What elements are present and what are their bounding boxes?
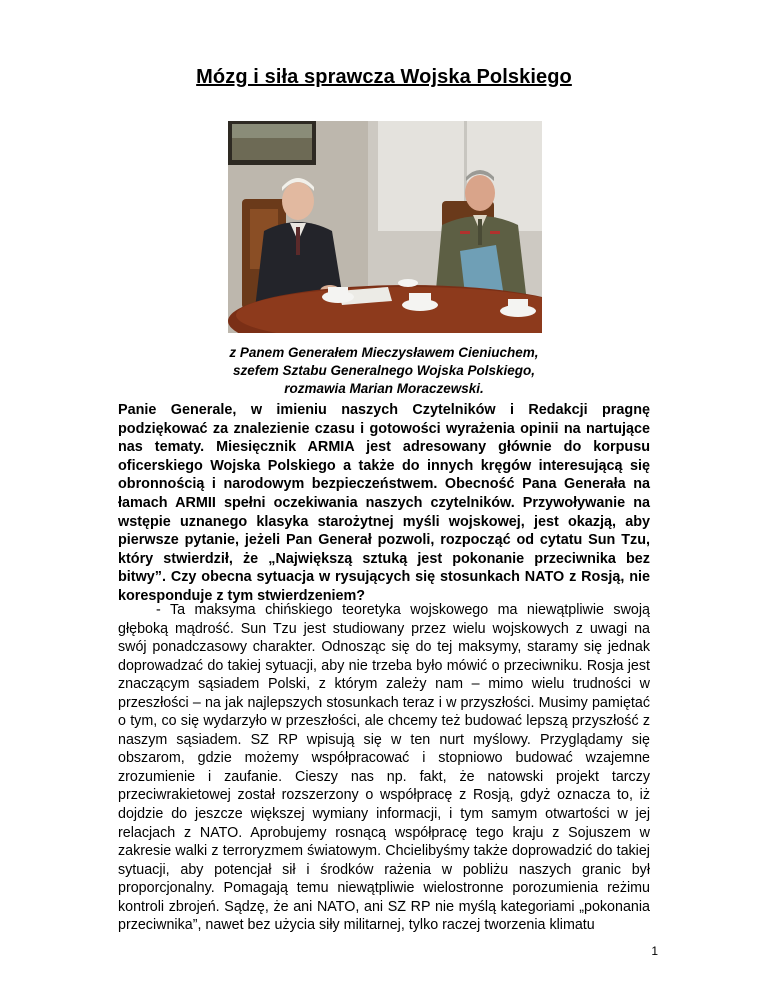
- interview-photo-illustration: [228, 121, 542, 333]
- answer-text: - Ta maksyma chińskiego teoretyka wojskowego ma niewątpliwie swoją głęboką mądrość. Sun Tzu jest studiowany przez wielu wojskowych z uwagi na swój ponadczasowy charakter. Odnosząc się do tej maksymy, staramy się jednak doprowadzać do takiej sytuacji, aby nie trzeba było mówić o przeciwniku. Rosja jest znaczącym sąsiadem Polski, z którym zależy nam – mimo wielu trudności w przeszłości – na jak najlepszych stosunkach teraz i w przyszłości. Musimy pamiętać o tym, co się wydarzyło w przeszłości, ale chcemy też budować lepszą przyszłość z naszym sąsiadem. SZ RP wpisują się w ten nurt myślowy. Przyglądamy się obszarom, gdzie możemy współpracować i stopniowo budować wzajemne zrozumienie i zaufanie. Cieszy nas np. fakt, że natowski projekt tarczy przeciwrakietowej został rozszerzony o współpracę z Rosją, gdyż oznacza to, iż dojdzie do jeszcze większej wymiany informacji, i tym samym otwartości w jej relacjach z NATO. Aprobujemy rosnącą współpracę tego kraju z Sojuszem w zakresie walki z terroryzmem światowym. Chcielibyśmy także doprowadzić do takiej sytuacji, aby potencjał sił i środków rażenia w pobliżu naszych granic był proporcjonalny. Pomagają temu niewątpliwie wielostronne porozumienia reżimu kontroli zbrojeń. Sądzę, że ani NATO, ani SZ RP nie myślą kategoriami „pokonania przeciwnika”, nawet bez użycia siły militarnej, tylko raczej tworzenia klimatu: [118, 602, 650, 934]
- caption-line-1: z Panem Generałem Mieczysławem Cieniuchem,: [229, 345, 539, 360]
- document-title: Mózg i siła sprawcza Wojska Polskiego: [196, 66, 572, 88]
- page-number: 1: [651, 944, 658, 958]
- interview-answer: [118, 601, 650, 935]
- interview-photo: [228, 121, 542, 333]
- interview-question: Panie Generale, w imieniu naszych Czytelników i Redakcji pragnę podziękować za znalezienie czasu i gotowości wyrażenia opinii na nartujące nas tematy. Miesięcznik ARMIA jest adresowany głównie do korpusu oficerskiego Wojska Polskiego a także do innych kręgów interesującą się obronnością i narodowym bezpieczeństwem. Obecność Pana Generała na łamach ARMII spełni oczekiwania naszych czytelników. Przywoływanie na wstępie uznanego klasyka starożytnej myśli wojskowej, jest okazją, aby pierwsze pytanie, jeżeli Pan Generał pozwoli, rozpocząć od cytatu Sun Tzu, który stwierdził, że „Największą sztuką jest pokonanie przeciwnika bez bitwy”. Czy obecna sytuacja w rysujących się stosunkach NATO z Rosją, nie koresponduje z tym stwierdzeniem?: [118, 402, 650, 604]
- caption-line-3: rozmawia Marian Moraczewski.: [284, 381, 484, 396]
- photo-caption: [150, 344, 618, 398]
- caption-line-2: szefem Sztabu Generalnego Wojska Polskiego,: [232, 363, 536, 378]
